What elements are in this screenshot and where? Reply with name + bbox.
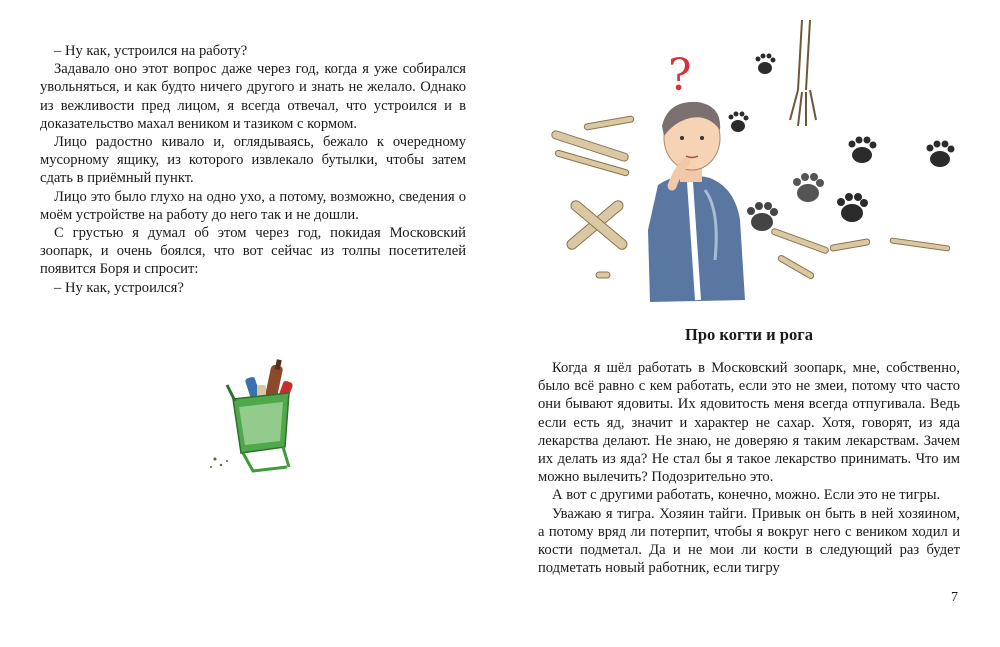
paragraph: С грустью я думал об этом через год, покидая Московский зоопарк, и очень боялся, что вот сейчас из толпы посетителей появится Боря и спросит: (40, 225, 466, 278)
paragraph: Лицо радостно кивало и, оглядываясь, бежало к очередному мусорному ящику, из которого извлекало бутылки, чтобы затем сдать в приёмный пункт. (40, 134, 466, 187)
question-mark: ? (668, 50, 692, 101)
paragraph: – Ну как, устроился? (54, 279, 184, 296)
trash-cart-illustration (205, 355, 305, 480)
right-page-text (538, 359, 960, 577)
paragraph: Уважаю я тигра. Хозяин тайги. Привык он быть в ней хозяином, а потому вряд ли потерпит, чтобы я вокруг него с веником ходил и кости подметал. Да и не мои ли кости в следующий раз будет подметать новый работник, если тигру (538, 505, 960, 577)
page-number: 7 (951, 590, 958, 605)
section-heading: Про когти и рога (685, 325, 813, 344)
boy-with-bones-illustration (540, 10, 970, 310)
paragraph: Задавало оно этот вопрос даже через год, когда я уже собирался увольняться, и как будто ничего другого и знать не желало. Однако из вежливости пред лицом, я всегда отвечал, что устроился и в доказательство махал веником и тазиком с кормом. (40, 61, 466, 132)
left-page-text (40, 42, 466, 297)
right-page (500, 0, 1000, 647)
paragraph: А вот с другими работать, конечно, можно. Если это не тигры. (552, 487, 941, 504)
paragraph: Когда я шёл работать в Московский зоопарк, мне, собственно, было всё равно с кем работать, если это не змеи, потому что часто они бывают ядовиты. Их ядовитость меня всегда отпугивала. Ведь если есть яд, значит и характер не сахар. Хотя, говорят, из яда лекарства делают. Не знаю, не доверяю я таким лекарствам. Зачем их делать из яда? Не стал бы я такое лекарство принимать. Что им можно вылечить? Подозрительно это. (538, 360, 960, 486)
paragraph: – Ну как, устроился на работу? (54, 43, 248, 59)
paragraph: Лицо это было глухо на одно ухо, а потому, возможно, сведения о моём устройстве на работу до него так и не дошли. (40, 188, 466, 223)
